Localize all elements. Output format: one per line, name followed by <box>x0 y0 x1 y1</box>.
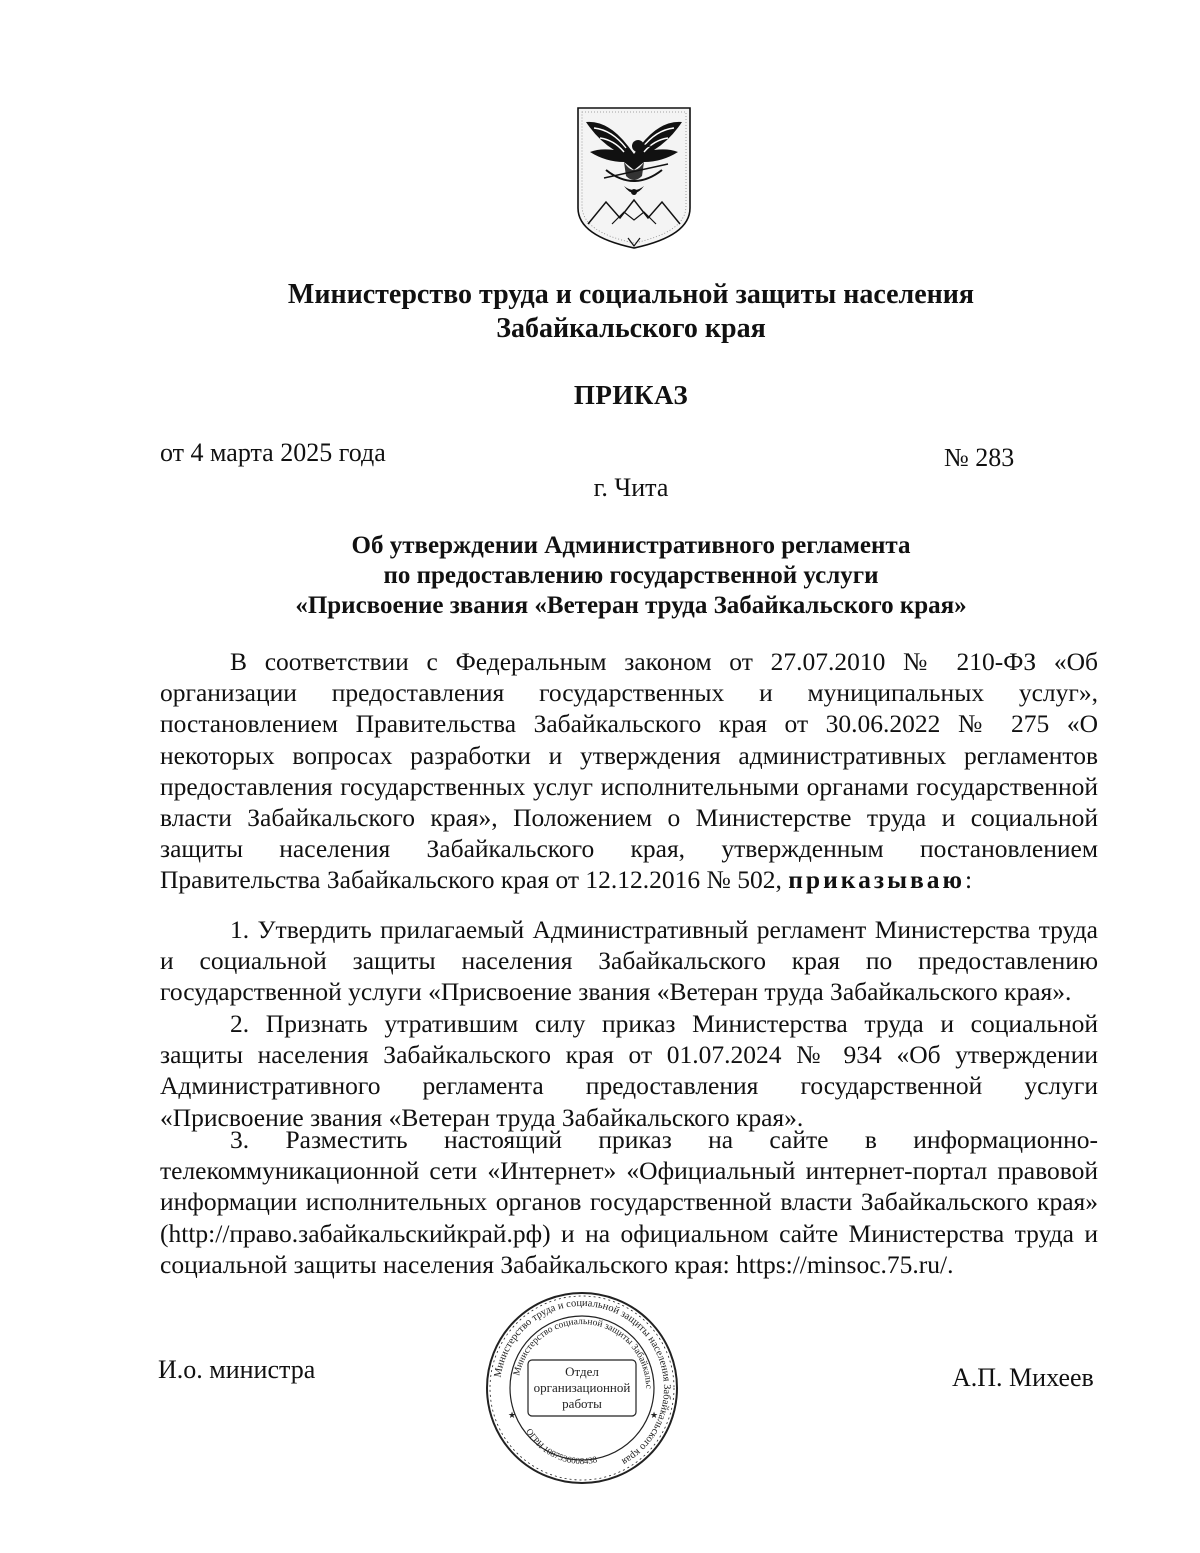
order-item-2: 2. Признать утратившим силу приказ Министерства труда и социальной защиты населения Забайкальского края от 01.07.2024 № 934 «Об утверждении Административного регламента предоставления государственной услуги «Присвоение звания «Ветеран труда Забайкальского края». <box>160 1009 1098 1132</box>
document-type-title: ПРИКАЗ <box>573 380 689 410</box>
stamp-seal-icon <box>482 1290 682 1486</box>
coat-of-arms-emblem <box>568 100 700 250</box>
subject-line2: по предоставлению государственной услуги <box>383 562 879 589</box>
ministry-name-line2: Забайкальского края <box>496 313 766 344</box>
signatory-name: А.П. Михеев <box>952 1363 1094 1392</box>
order-word: приказываю <box>788 865 966 895</box>
order-colon: : <box>965 865 973 895</box>
signatory-position: И.о. министра <box>158 1355 316 1384</box>
svg-text:★: ★ <box>650 1410 659 1420</box>
stamp-ogrn: ОГРН 1087536008438 <box>524 1426 598 1467</box>
stamp-center-line3: работы <box>562 1396 602 1411</box>
order-city: г. Чита <box>593 473 669 502</box>
svg-text:ОГРН 1087536008438 <box>524 1427 598 1466</box>
coat-of-arms-icon <box>568 100 700 250</box>
order-item-1: 1. Утвердить прилагаемый Административный регламент Министерства труда и социальной защиты населения Забайкальского края по предоставлению государственной услуги «Присвоение звания «Ветеран труда Забайкальского края». <box>160 915 1098 1007</box>
stamp-inner-text: Министерство социальной защиты Забайкальс <box>512 1316 654 1389</box>
official-stamp <box>482 1290 682 1486</box>
ministry-name-line1: Министерство труда и социальной защиты населения <box>287 279 975 310</box>
order-date: от 4 марта 2025 года <box>160 438 386 467</box>
preamble-paragraph <box>160 646 1098 896</box>
order-item-3: 3. Разместить настоящий приказ на сайте в информационно-телекоммуникационной сети «Интернет» «Официальный интернет-портал правовой информации исполнительных органов государственной власти Забайкальского края» (http://право.забайкальскийкрай.рф) и на официальном сайте Министерства труда и социальной защиты населения Забайкальского края: https://minsoc.75.ru/. <box>160 1125 1098 1279</box>
svg-text:★: ★ <box>508 1410 517 1420</box>
stamp-center-line2: организационной <box>533 1380 631 1395</box>
stamp-outer-text: Министерство труда и социальной защиты населения Забайкальского края <box>492 1297 673 1468</box>
subject-line1: Об утверждении Административного регламента <box>351 532 911 559</box>
order-number: № 283 <box>944 443 1015 472</box>
stamp-center-line1: Отдел <box>565 1364 599 1379</box>
preamble-text: В соответствии с Федеральным законом от 27.07.2010 № 210-ФЗ «Об организации предоставления государственных и муниципальных услуг», постановлением Правительства Забайкальского края от 30.06.2022 № 275 «О некоторых вопросах разработки и утверждения административных регламентов предоставления государственных услуг исполнительными органами государственной власти Забайкальского края», Положением о Министерстве труда и социальной защиты населения Забайкальского края, утвержденным постановлением Правительства Забайкальского края от 12.12.2016 № 502, <box>160 647 1098 895</box>
subject-line3: «Присвоение звания «Ветеран труда Забайкальского края» <box>295 592 967 619</box>
